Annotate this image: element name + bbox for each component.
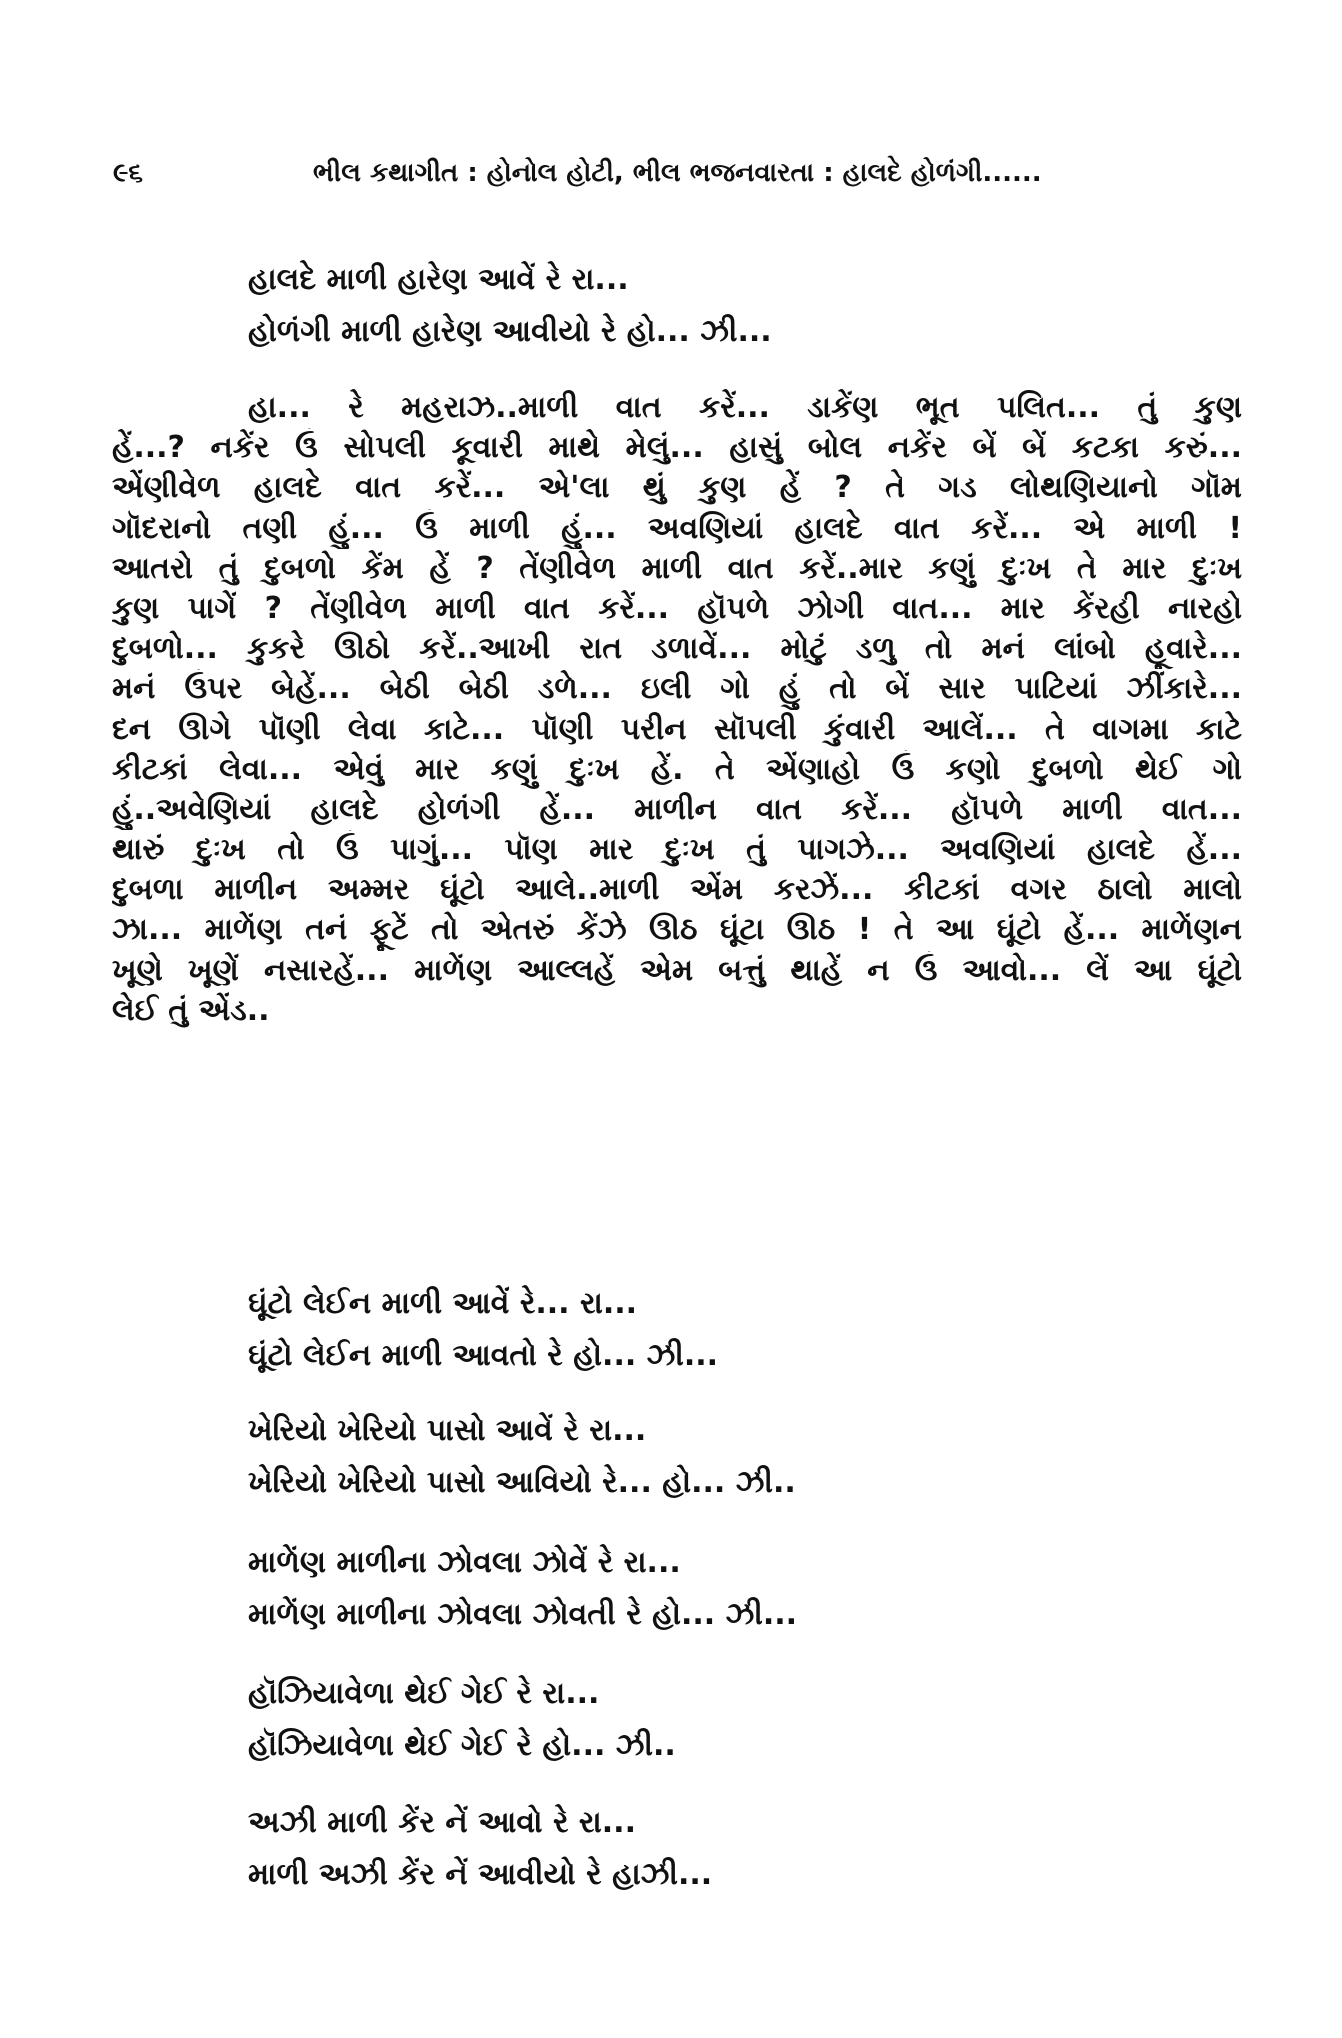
- prose-line: દુબળો... કુકરે ઊઠો કરેં..આખી રાત ડળાવેં... મોટું ડળુ તો મનં લાંબો હૂવારે...: [112, 631, 1242, 667]
- prose-paragraph: [112, 388, 1242, 1031]
- prose-line: હું..અવેણિયાં હાલદે હોળંગી હેં... માળીન વાત કરેં... હૉપળે માળી વાત...: [112, 791, 1242, 827]
- stanza: [248, 1797, 712, 1901]
- prose-line: કુણ પાગેં ? તેંણીવેળ માળી વાત કરેં... હૉપળે ઝોગી વાત... માર કેંરહી નારહો: [112, 590, 1242, 626]
- prose-line: કીટકાં લેવા... એવું માર કણું દુઃખ હેં. તે એંણાહો ઉં કણો દુબળો થેઈ ગો: [112, 751, 1242, 787]
- verse-line: ખેરિયો ખેરિયો પાસો આવિયો રે... હો... ઝી..: [248, 1465, 796, 1500]
- prose-line: હેં...? નકેંર ઉં સોપલી કૂવારી માથે મેલું... હાસું બોલ નકેંર બેં બેં કટકા કરું...: [112, 430, 1242, 466]
- page-number: ૯૬: [113, 158, 143, 188]
- verse-line: હાલદે માળી હારેણ આવેં રે રા...: [248, 262, 629, 297]
- verse-line: અઝી માળી કેંર નેં આવો રે રા...: [248, 1805, 636, 1840]
- verse-line: હૉઝિયાવેળા થેઈ ગેઈ રે હો... ઝી..: [248, 1728, 676, 1763]
- opening-verse: [248, 254, 772, 358]
- stanza: [248, 1668, 676, 1772]
- running-title: ભીલ કથાગીત : હોનોલ હોટી, ભીલ ભજનવારતા : હાલદે હોળંગી......: [313, 158, 1042, 188]
- verse-line: ઘૂંટો લેઈન માળી આવેં રે... રા...: [248, 1286, 638, 1321]
- verse-line: માળેંણ માળીના ઝોવલા ઝોવેં રે રા...: [248, 1545, 681, 1580]
- prose-line: ગૉદરાનો તણી હું... ઉં માળી હું... અવણિયાં હાલદે વાત કરેં... એ માળી !: [112, 510, 1242, 546]
- stanza: [248, 1405, 796, 1509]
- prose-line: થારું દુઃખ તો ઉં પાગું... પૉણ માર દુઃખ તું પાગઝે... અવણિયાં હાલદે હેં...: [112, 832, 1242, 868]
- prose-line: ખૂણે ખૂણેં નસારહેં... માળેંણ આલ્લહેં એમ બત્તું થાહેં ન ઉં આવો... લેં આ ઘૂંટો: [112, 952, 1242, 988]
- prose-line: દન ઊગે પૉણી લેવા કાટે... પૉણી પરીન સૉપલી કુંવારી આલેં... તે વાગમા કાટે: [112, 711, 1242, 747]
- page-header: [113, 158, 1243, 198]
- stanza: [248, 1537, 797, 1641]
- prose-line: ઝા... માળેંણ તનં ફૂટેં તો એતરું કેંઝે ઊઠ ઘૂંટા ઊઠ ! તે આ ઘૂંટો હેં... માળેંણન: [112, 912, 1242, 948]
- verse-line: ઘૂંટો લેઈન માળી આવતો રે હો... ઝી...: [248, 1338, 719, 1373]
- prose-line: મનં ઉંપર બેહેં... બેઠી બેઠી ડળે... ઇલી ગો હું તો બેં સાર પાટિયાં ઝીંકારે...: [112, 671, 1242, 707]
- prose-line: એંણીવેળ હાલદે વાત કરેં... એ'લા થું કુણ હેં ? તે ગડ લોથણિયાનો ગૉમ: [112, 470, 1242, 506]
- prose-line: હા... રે મહરાઝ..માળી વાત કરેં... ડાકેંણ ભૂત પલિત... તું કુણ: [248, 390, 1242, 425]
- verse-line: માળેંણ માળીના ઝોવલા ઝોવતી રે હો... ઝી...: [248, 1597, 798, 1632]
- verse-line: હોળંગી માળી હારેણ આવીયો રે હો... ઝી...: [248, 314, 772, 349]
- verse-line: હૉઝિયાવેળા થેઈ ગેઈ રે રા...: [248, 1676, 600, 1711]
- prose-line: દુબળા માળીન અમ્મર ઘૂંટો આલે..માળી એંમ કરઝેં... કીટકાં વગર ઠાલો માલો: [112, 872, 1242, 908]
- prose-line: લેઈ તું એંડ..: [112, 992, 270, 1028]
- prose-line: આતરો તું દુબળો કેંમ હેં ? તેંણીવેળ માળી વાત કરેં..માર કણું દુઃખ તે માર દુઃખ: [112, 550, 1242, 586]
- verse-line: માળી અઝી કેંર નેં આવીયો રે હાઝી...: [248, 1857, 713, 1892]
- verse-line: ખેરિયો ખેરિયો પાસો આવેં રે રા...: [248, 1413, 647, 1448]
- stanza: [248, 1278, 718, 1382]
